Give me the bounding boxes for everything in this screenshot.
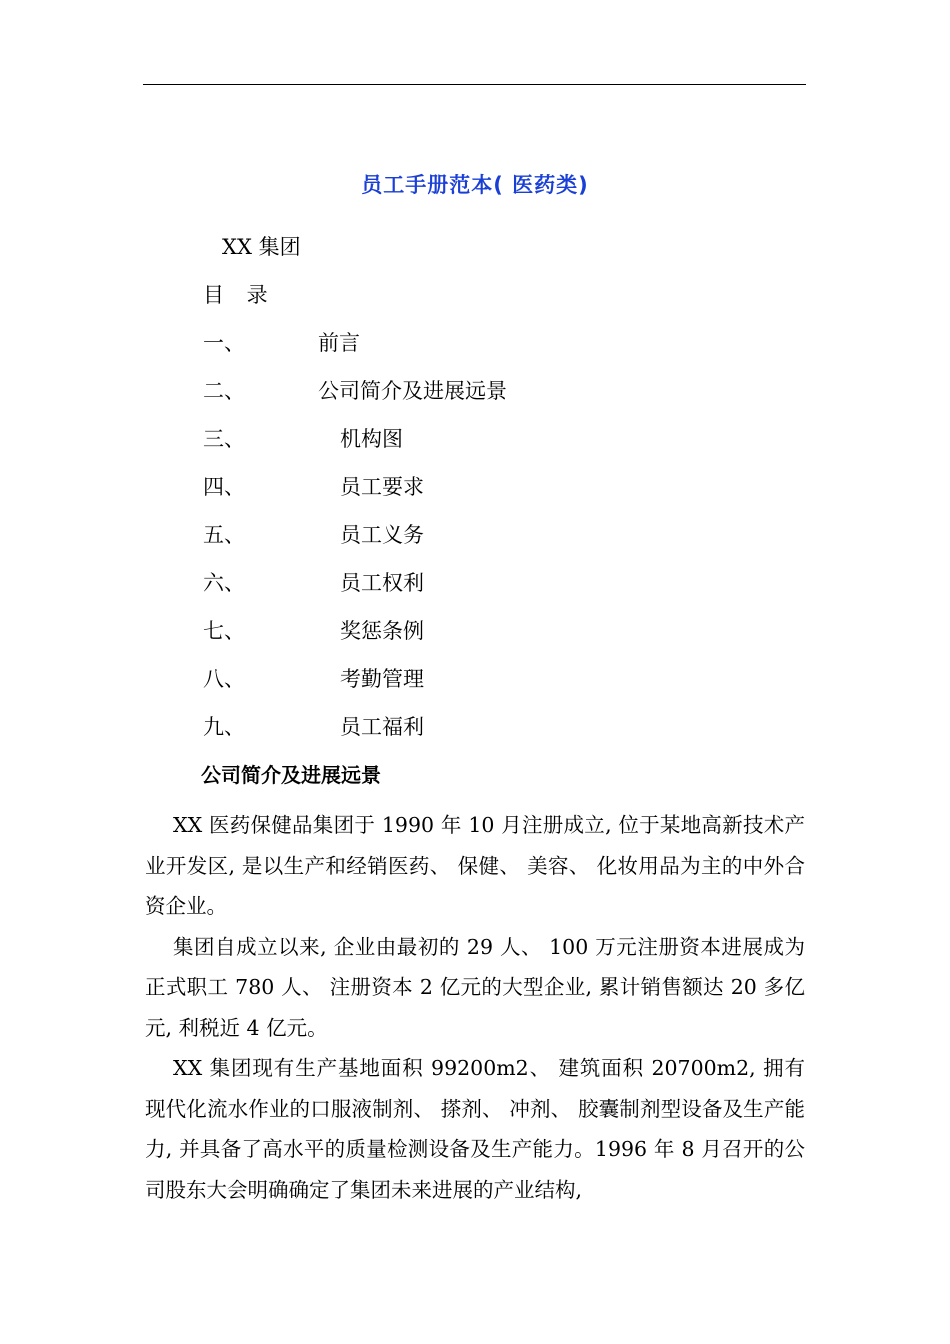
toc-item-label: 前言 bbox=[318, 331, 360, 355]
section-heading: 公司简介及进展远景 bbox=[201, 763, 381, 787]
toc-item bbox=[203, 664, 763, 712]
body-text bbox=[145, 805, 805, 1210]
toc-item-label: 员工权利 bbox=[340, 571, 424, 595]
toc-item bbox=[203, 712, 763, 760]
company-name: XX 集团 bbox=[222, 235, 301, 259]
toc-item bbox=[203, 472, 763, 520]
toc-item-label: 考勤管理 bbox=[340, 667, 424, 691]
toc-item-number: 八、 bbox=[203, 667, 245, 691]
toc-item-number: 一、 bbox=[203, 331, 245, 355]
header-rule bbox=[143, 84, 806, 85]
toc-item-label: 员工要求 bbox=[340, 475, 424, 499]
toc-item-label: 公司简介及进展远景 bbox=[318, 379, 507, 403]
document-title: 员工手册范本( 医药类) bbox=[361, 173, 589, 197]
toc-item-number: 九、 bbox=[203, 715, 245, 739]
toc-item bbox=[203, 568, 763, 616]
paragraph: XX 集团现有生产基地面积 99200m2、 建筑面积 20700m2, 拥有现代化流水作业的口服液制剂、 搽剂、 冲剂、 胶囊制剂型设备及生产能力, 并具备了高水平的质量检测设备及生产能力。1996 年 8 月召开的公司股东大会明确确定了集团未来进展的产业结构, bbox=[145, 1056, 805, 1202]
toc-item-number: 二、 bbox=[203, 379, 245, 403]
toc-item-number: 三、 bbox=[203, 427, 245, 451]
toc-item bbox=[203, 376, 763, 424]
toc-item-label: 员工福利 bbox=[340, 715, 424, 739]
paragraph: 集团自成立以来, 企业由最初的 29 人、 100 万元注册资本进展成为正式职工 780 人、 注册资本 2 亿元的大型企业, 累计销售额达 20 多亿元, 利税近 4 亿元。 bbox=[145, 934, 805, 1040]
toc-item-label: 员工义务 bbox=[340, 523, 424, 547]
table-of-contents bbox=[203, 328, 763, 760]
toc-item-number: 七、 bbox=[203, 619, 245, 643]
toc-item-number: 六、 bbox=[203, 571, 245, 595]
toc-item bbox=[203, 328, 763, 376]
toc-item-label: 奖惩条例 bbox=[340, 619, 424, 643]
toc-item bbox=[203, 424, 763, 472]
toc-item-label: 机构图 bbox=[340, 427, 403, 451]
paragraph: XX 医药保健品集团于 1990 年 10 月注册成立, 位于某地高新技术产业开发区, 是以生产和经销医药、 保健、 美容、 化妆用品为主的中外合资企业。 bbox=[145, 813, 805, 918]
toc-heading: 目 录 bbox=[203, 283, 276, 307]
toc-item bbox=[203, 520, 763, 568]
toc-item bbox=[203, 616, 763, 664]
toc-item-number: 五、 bbox=[203, 523, 245, 547]
toc-item-number: 四、 bbox=[203, 475, 245, 499]
